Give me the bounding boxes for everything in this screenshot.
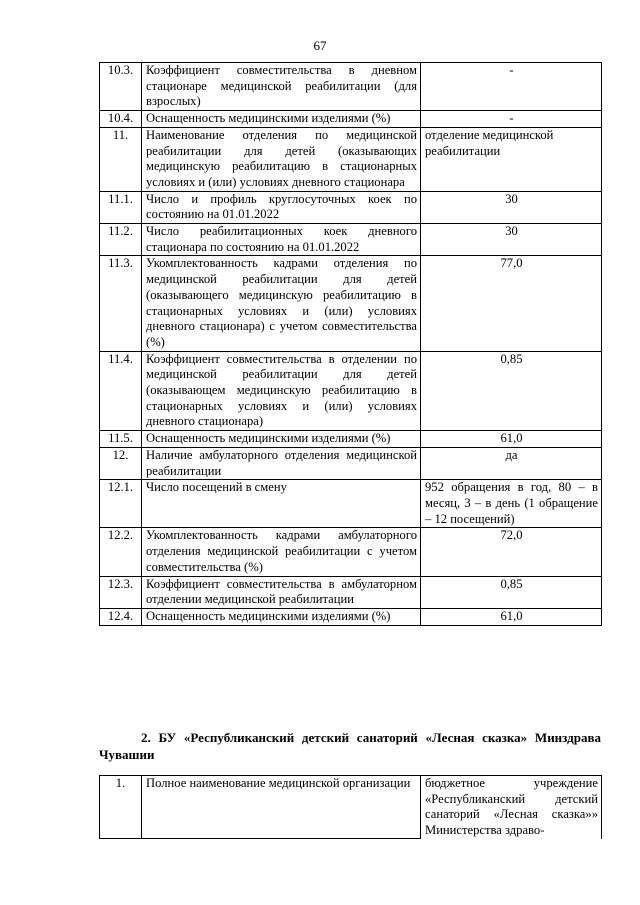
row-description: Число реабилитационных коек дневного стационара по состоянию на 01.01.2022 — [142, 224, 421, 256]
row-number: 12.1. — [100, 480, 142, 528]
row-number: 11.1. — [100, 191, 142, 223]
section-heading: 2. БУ «Республиканский детский санаторий «Лесная сказка» Минздрава Чувашии — [99, 730, 601, 762]
row-number: 12.2. — [100, 528, 142, 576]
table-row — [100, 127, 602, 191]
row-description: Укомплектованность кадрами амбулаторного отделения медицинской реабилитации с учетом совместительства (%) — [142, 528, 421, 576]
row-number: 10.3. — [100, 63, 142, 111]
row-number: 11.5. — [100, 431, 142, 448]
row-value: 72,0 — [421, 528, 602, 576]
organization-table — [99, 775, 602, 839]
table-row — [100, 63, 602, 111]
row-number: 11.4. — [100, 351, 142, 431]
row-number: 12.4. — [100, 608, 142, 625]
table-row — [100, 224, 602, 256]
row-number: 11. — [100, 127, 142, 191]
row-description: Оснащенность медицинскими изделиями (%) — [142, 608, 421, 625]
row-number: 1. — [100, 776, 142, 839]
row-value: 77,0 — [421, 256, 602, 351]
row-description: Оснащенность медицинскими изделиями (%) — [142, 111, 421, 128]
row-value: 0,85 — [421, 351, 602, 431]
row-value: да — [421, 447, 602, 479]
row-value: 61,0 — [421, 431, 602, 448]
row-number: 12. — [100, 447, 142, 479]
row-value: - — [421, 63, 602, 111]
row-number: 11.3. — [100, 256, 142, 351]
table-row — [100, 447, 602, 479]
table-row — [100, 608, 602, 625]
row-number: 11.2. — [100, 224, 142, 256]
row-value: 0,85 — [421, 576, 602, 608]
row-description: Число посещений в смену — [142, 480, 421, 528]
row-description: Полное наименование медицинской организации — [142, 776, 421, 839]
row-description: Число и профиль круглосуточных коек по состоянию на 01.01.2022 — [142, 191, 421, 223]
table-row — [100, 431, 602, 448]
row-description: Наличие амбулаторного отделения медицинской реабилитации — [142, 447, 421, 479]
row-value: 30 — [421, 224, 602, 256]
row-value: отделение медицинской реабилитации — [421, 127, 602, 191]
row-description: Оснащенность медицинскими изделиями (%) — [142, 431, 421, 448]
table-row — [100, 256, 602, 351]
table-row — [100, 576, 602, 608]
table-row — [100, 480, 602, 528]
table-row — [100, 528, 602, 576]
table-row — [100, 111, 602, 128]
row-description: Наименование отделения по медицинской реабилитации для детей (оказывающих медицинскую реабилитацию в стационарных условиях и (или) условиях дневного стационара — [142, 127, 421, 191]
row-value: 30 — [421, 191, 602, 223]
row-description: Коэффициент совместительства в дневном стационаре медицинской реабилитации (для взрослых) — [142, 63, 421, 111]
table-row — [100, 191, 602, 223]
indicators-table — [99, 62, 602, 626]
row-value: бюджетное учреждение «Республиканский детский санаторий «Лесная сказка»» Министерства здраво- — [421, 776, 602, 839]
page-number: 67 — [313, 38, 327, 53]
table-row — [100, 776, 602, 839]
row-value: 61,0 — [421, 608, 602, 625]
row-value: - — [421, 111, 602, 128]
table-row — [100, 351, 602, 431]
row-value: 952 обращения в год, 80 – в месяц, 3 – в день (1 обращение – 12 посещений) — [421, 480, 602, 528]
row-description: Коэффициент совместительства в отделении по медицинской реабилитации для детей (оказывающем медицинскую реабилитацию в стационарных условиях и (или) условиях дневного стационара) — [142, 351, 421, 431]
row-description: Коэффициент совместительства в амбулаторном отделении медицинской реабилитации — [142, 576, 421, 608]
row-number: 10.4. — [100, 111, 142, 128]
row-number: 12.3. — [100, 576, 142, 608]
row-description: Укомплектованность кадрами отделения по медицинской реабилитации для детей (оказывающего медицинскую реабилитацию в стационарных условиях и (или) условиях дневного стационара) с учетом совместительства (%) — [142, 256, 421, 351]
